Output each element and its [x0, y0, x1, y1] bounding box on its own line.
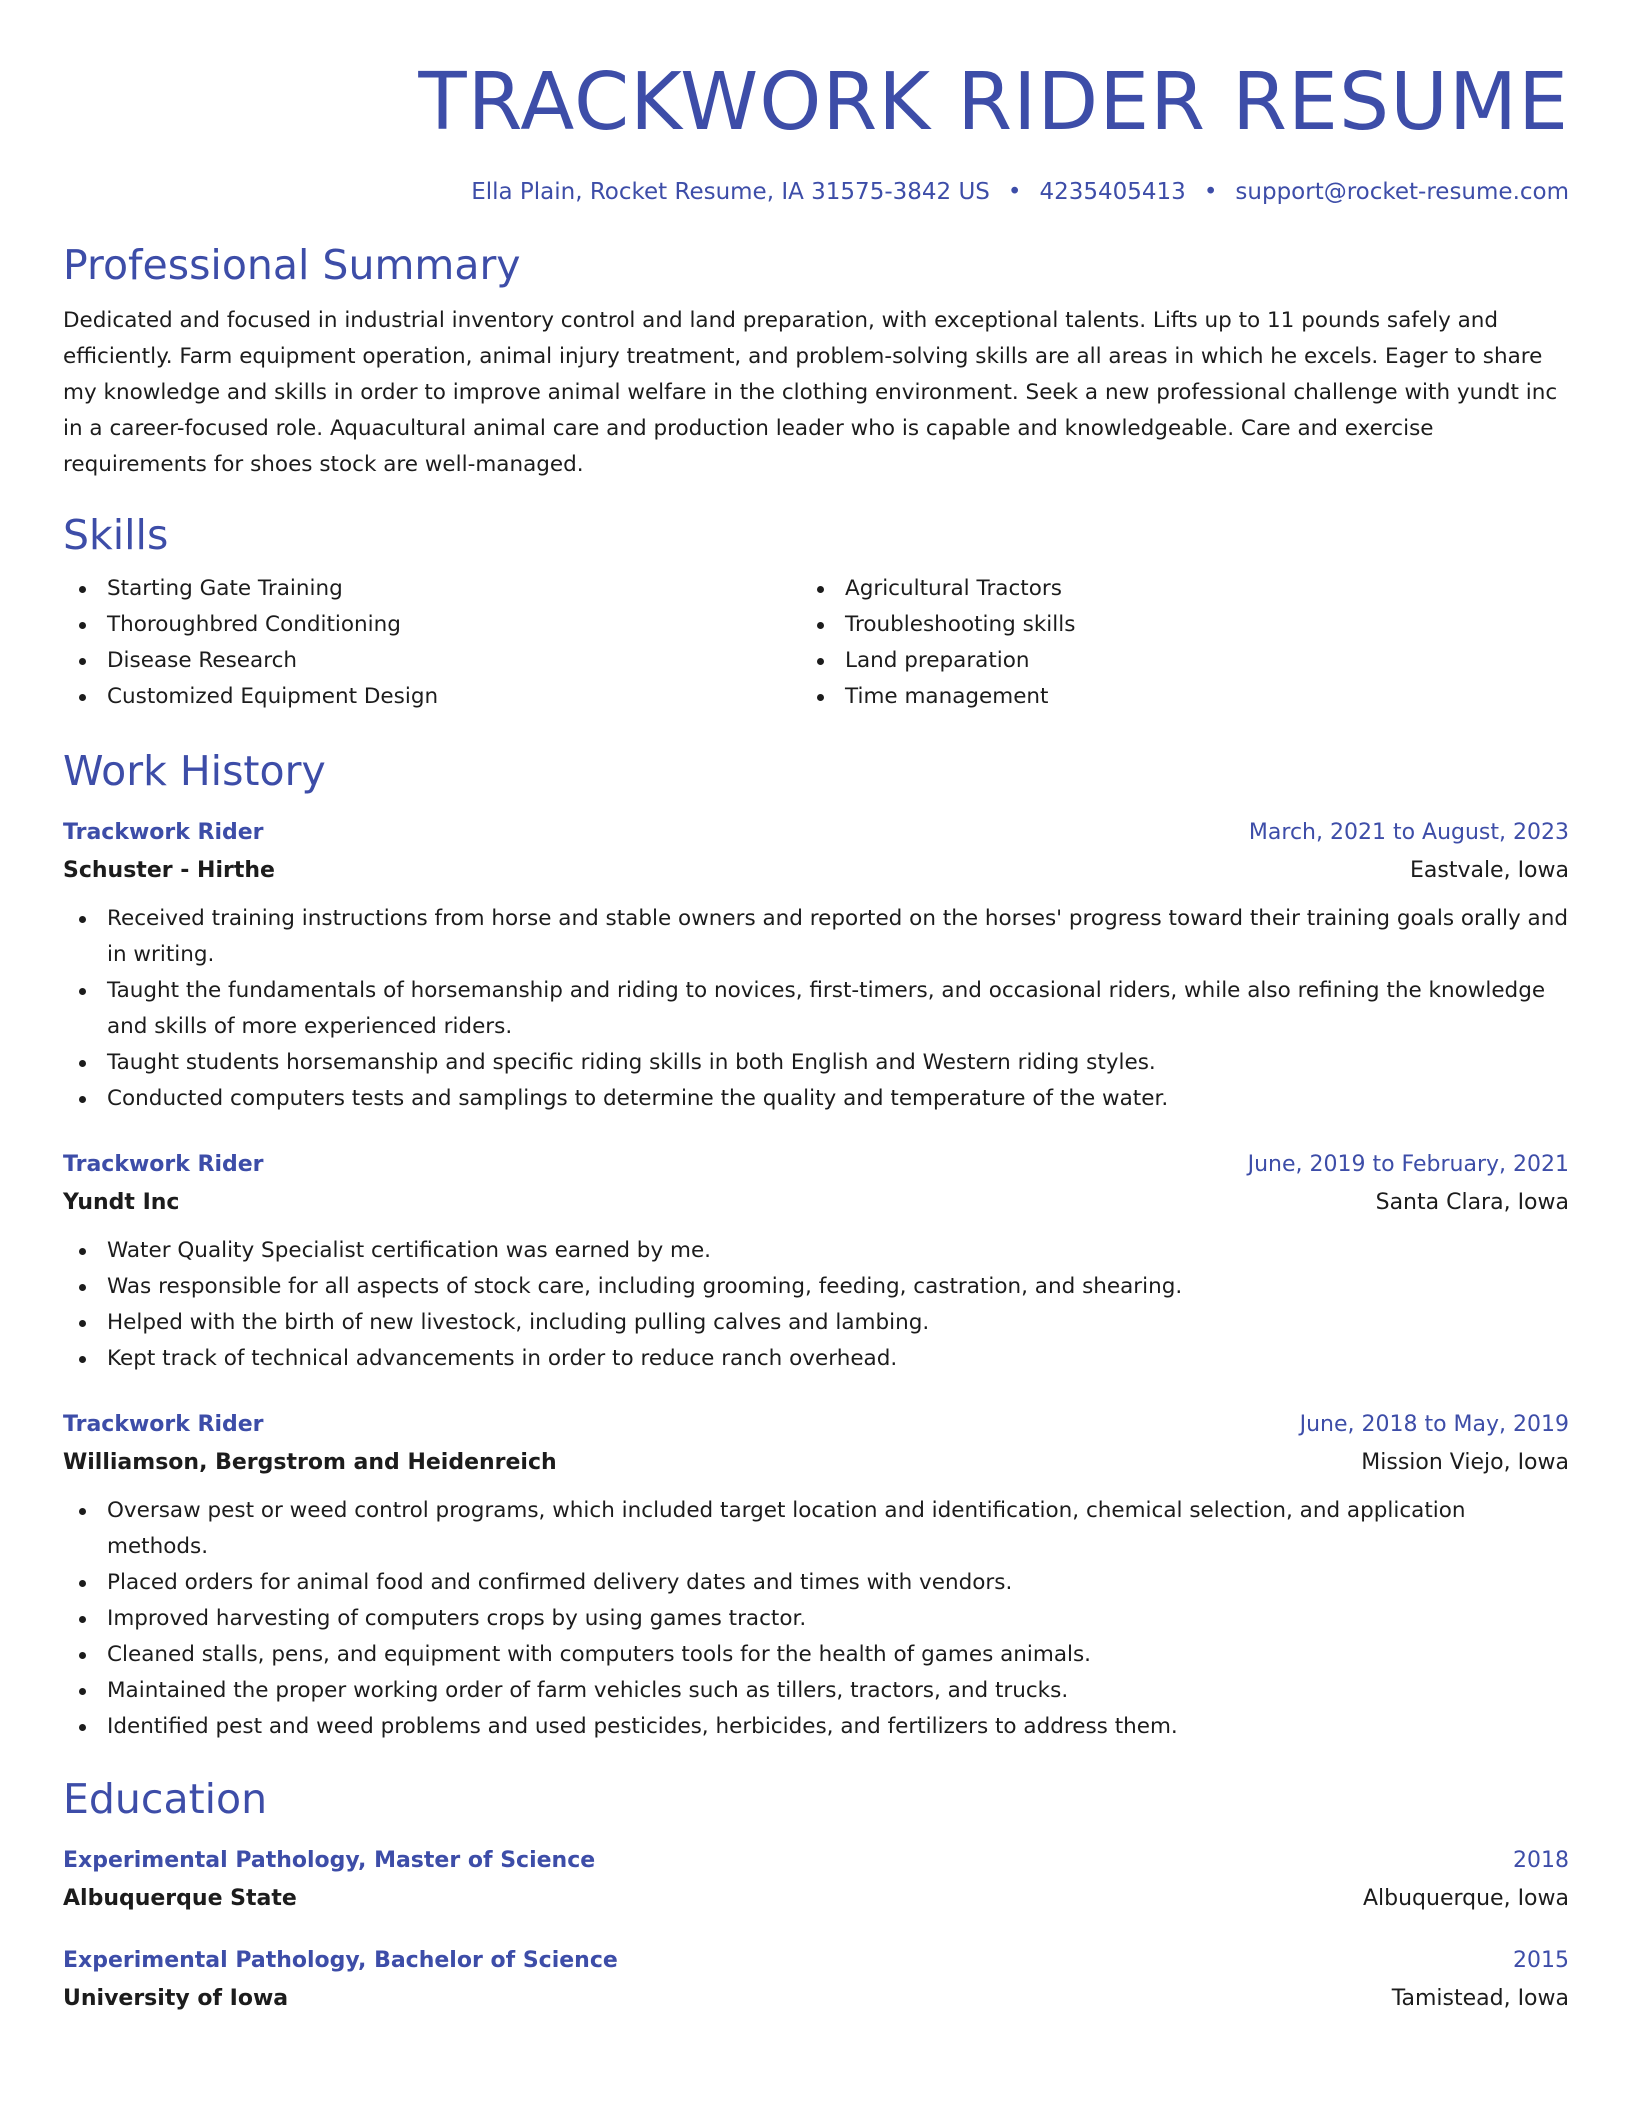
education-school-row	[63, 1979, 1569, 2019]
summary-heading: Professional Summary	[63, 241, 521, 289]
skill-item: Disease Research	[63, 643, 801, 679]
job-duty: Helped with the birth of new livestock, including pulling calves and lambing.	[63, 1305, 1569, 1341]
job-company-row	[63, 1183, 1569, 1223]
job-company-row	[63, 851, 1569, 891]
education-year: 2015	[1513, 1948, 1569, 1973]
work-history-heading: Work History	[63, 747, 326, 795]
job-duty: Was responsible for all aspects of stock care, including grooming, feeding, castration, and shearing.	[63, 1269, 1569, 1305]
contact-email: support@rocket-resume.com	[1235, 179, 1569, 205]
education-degree-row	[63, 1843, 1569, 1879]
skills-heading: Skills	[63, 511, 169, 559]
job-duty: Water Quality Specialist certification was earned by me.	[63, 1233, 1569, 1269]
resume-title: TRACKWORK RIDER RESUME	[418, 56, 1569, 148]
job-title: Trackwork Rider	[63, 1152, 264, 1177]
education-degree: Experimental Pathology, Master of Science	[63, 1848, 596, 1873]
job-company: Schuster - Hirthe	[63, 858, 275, 883]
job-title: Trackwork Rider	[63, 820, 264, 845]
job-entry	[63, 1147, 1569, 1377]
contact-separator: •	[1007, 179, 1022, 205]
skill-item: Customized Equipment Design	[63, 679, 801, 715]
skill-item: Starting Gate Training	[63, 571, 801, 607]
job-company: Williamson, Bergstrom and Heidenreich	[63, 1450, 557, 1475]
job-duty: Taught the fundamentals of horsemanship and riding to novices, first-timers, and occasional riders, while also refining the knowledge and skills of more experienced riders.	[63, 973, 1569, 1045]
skills-grid	[63, 571, 1569, 715]
job-location: Eastvale, Iowa	[1409, 858, 1569, 883]
job-duty: Improved harvesting of computers crops by using games tractor.	[63, 1601, 1569, 1637]
job-company: Yundt Inc	[63, 1190, 180, 1215]
job-duty: Cleaned stalls, pens, and equipment with computers tools for the health of games animals.	[63, 1637, 1569, 1673]
summary-text: Dedicated and focused in industrial inventory control and land preparation, with exceptional talents. Lifts up to 11 pounds safely and efficiently. Farm equipment operation, animal injury treatment, and problem-solving skills are all areas in which he excels. Eager to share my knowledge and skills in order to improve animal welfare in the clothing environment. Seek a new professional challenge with yundt inc in a career-focused role. Aquacultural animal care and production leader who is capable and knowledgeable. Care and exercise requirements for shoes stock are well-managed.	[63, 308, 1558, 477]
education-location: Tamistead, Iowa	[1391, 1986, 1569, 2011]
resume-header	[63, 0, 1569, 207]
education-entry	[63, 1843, 1569, 1919]
education-heading: Education	[63, 1775, 268, 1823]
contact-phone: 4235405413	[1039, 179, 1186, 205]
skill-item: Thoroughbred Conditioning	[63, 607, 801, 643]
job-duty: Maintained the proper working order of farm vehicles such as tillers, tractors, and trucks.	[63, 1673, 1569, 1709]
job-company-row	[63, 1443, 1569, 1483]
job-duties	[63, 1233, 1569, 1377]
job-dates: June, 2019 to February, 2021	[1247, 1152, 1569, 1177]
education-school-row	[63, 1879, 1569, 1919]
job-entry	[63, 1407, 1569, 1745]
job-title: Trackwork Rider	[63, 1412, 264, 1437]
job-duties	[63, 1493, 1569, 1745]
job-duty: Identified pest and weed problems and used pesticides, herbicides, and fertilizers to address them.	[63, 1709, 1569, 1745]
job-duty: Conducted computers tests and samplings to determine the quality and temperature of the water.	[63, 1081, 1569, 1117]
job-entry	[63, 815, 1569, 1117]
skills-column-right	[801, 571, 1539, 715]
job-duty: Kept track of technical advancements in order to reduce ranch overhead.	[63, 1341, 1569, 1377]
contact-address: Ella Plain, Rocket Resume, IA 31575-3842 US	[471, 179, 990, 205]
job-title-row	[63, 1407, 1569, 1443]
skill-item: Land preparation	[801, 643, 1539, 679]
skill-item: Agricultural Tractors	[801, 571, 1539, 607]
skill-item: Time management	[801, 679, 1539, 715]
skills-column-left	[63, 571, 801, 715]
job-duty: Oversaw pest or weed control programs, which included target location and identification, chemical selection, and application methods.	[63, 1493, 1569, 1565]
contact-line	[63, 177, 1569, 207]
job-duties	[63, 901, 1569, 1117]
job-title-row	[63, 1147, 1569, 1183]
education-degree: Experimental Pathology, Bachelor of Science	[63, 1948, 618, 1973]
job-dates: June, 2018 to May, 2019	[1299, 1412, 1569, 1437]
skill-item: Troubleshooting skills	[801, 607, 1539, 643]
job-location: Santa Clara, Iowa	[1375, 1190, 1569, 1215]
education-year: 2018	[1513, 1848, 1569, 1873]
job-duty: Taught students horsemanship and specific riding skills in both English and Western riding styles.	[63, 1045, 1569, 1081]
job-title-row	[63, 815, 1569, 851]
education-entry	[63, 1943, 1569, 2019]
education-school: University of Iowa	[63, 1986, 289, 2011]
contact-separator: •	[1203, 179, 1218, 205]
job-duty: Placed orders for animal food and confirmed delivery dates and times with vendors.	[63, 1565, 1569, 1601]
job-dates: March, 2021 to August, 2023	[1248, 820, 1569, 845]
job-location: Mission Viejo, Iowa	[1361, 1450, 1569, 1475]
education-degree-row	[63, 1943, 1569, 1979]
education-location: Albuquerque, Iowa	[1362, 1886, 1569, 1911]
education-school: Albuquerque State	[63, 1886, 297, 1911]
job-duty: Received training instructions from horse and stable owners and reported on the horses' progress toward their training goals orally and in writing.	[63, 901, 1569, 973]
